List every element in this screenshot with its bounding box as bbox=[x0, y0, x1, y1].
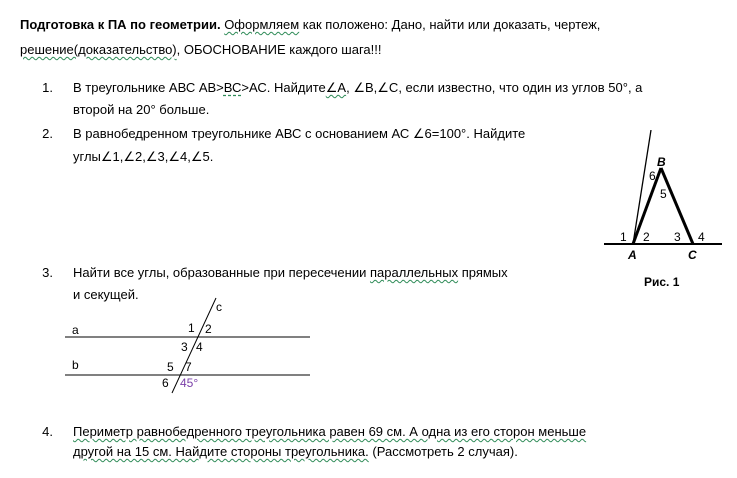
angle-4-label: 4 bbox=[698, 230, 705, 244]
task1-angle-a: ∠А bbox=[325, 80, 347, 95]
task1-text-a: В треугольнике АВС АВ> bbox=[73, 80, 224, 95]
figure-parallel-lines bbox=[60, 295, 320, 395]
extended-side-ab bbox=[633, 130, 651, 244]
angle-6-label: 6 bbox=[649, 169, 656, 183]
task3-line-1 bbox=[73, 265, 508, 281]
task3-text-b: прямых bbox=[458, 265, 508, 280]
line-b-label: b bbox=[72, 358, 79, 372]
task3-word: параллельных bbox=[369, 265, 459, 280]
figure-triangle bbox=[600, 130, 730, 300]
angle-1-label: 1 bbox=[620, 230, 627, 244]
angle-4-label: 4 bbox=[196, 340, 203, 354]
task2-number: 2. bbox=[42, 126, 53, 141]
angle-3-label: 3 bbox=[674, 230, 681, 244]
task1-text-b: >АС. Найдите bbox=[241, 80, 326, 95]
header-line-2 bbox=[20, 42, 381, 58]
angle-3-label: 3 bbox=[181, 340, 188, 354]
angle-2-label: 2 bbox=[643, 230, 650, 244]
task4-number: 4. bbox=[42, 424, 53, 439]
task3-number: 3. bbox=[42, 265, 53, 280]
vertex-c-label: C bbox=[688, 248, 697, 262]
line-a-label: а bbox=[72, 323, 79, 337]
vertex-b-label: B bbox=[657, 155, 666, 169]
vertex-a-label: A bbox=[628, 248, 637, 262]
figure-caption: Рис. 1 bbox=[644, 275, 680, 289]
header-line-1 bbox=[20, 17, 600, 33]
task1-number: 1. bbox=[42, 80, 53, 95]
task1-line-1 bbox=[73, 80, 642, 96]
angle-2-label: 2 bbox=[205, 322, 212, 336]
angle-5-label: 5 bbox=[167, 360, 174, 374]
angle-1-label: 1 bbox=[188, 321, 195, 335]
task4-line-2 bbox=[73, 444, 518, 460]
task4-text-a: другой на 15 см. Найдите стороны треугольника. bbox=[73, 444, 369, 459]
task1-line-2: второй на 20° больше. bbox=[73, 102, 210, 117]
task1-text-c: , ∠В,∠С, если известно, что один из углов 50°, а bbox=[346, 80, 643, 95]
angle-6-label: 6 bbox=[162, 376, 169, 390]
task3-line-2: и секущей. bbox=[73, 287, 139, 302]
task4-line-1: Периметр равнобедренного треугольника равен 69 см. А одна из его сторон меньше bbox=[73, 424, 587, 439]
angle-5-label: 5 bbox=[660, 187, 667, 201]
task4-text-b: (Рассмотреть 2 случая). bbox=[368, 444, 518, 459]
task1-bc: ВС bbox=[223, 80, 242, 95]
header-word-1: Оформляем bbox=[224, 17, 300, 32]
task2-line-1: В равнобедренном треугольнике АВС с основанием АС ∠6=100°. Найдите bbox=[73, 126, 526, 141]
header-word-2: решение(доказательство) bbox=[20, 42, 177, 57]
doc-title: Подготовка к ПА по геометрии. bbox=[20, 17, 221, 32]
given-angle-label: 45° bbox=[180, 376, 199, 390]
line-c-label: с bbox=[216, 300, 222, 314]
task3-text-a: Найти все углы, образованные при пересечении bbox=[73, 265, 370, 280]
header-text-2: , ОБОСНОВАНИЕ каждого шага!!! bbox=[176, 42, 382, 57]
task2-line-2: углы∠1,∠2,∠3,∠4,∠5. bbox=[73, 149, 214, 164]
header-text-1: как положено: Дано, найти или доказать, чертеж, bbox=[299, 17, 601, 32]
angle-7-label: 7 bbox=[185, 360, 192, 374]
